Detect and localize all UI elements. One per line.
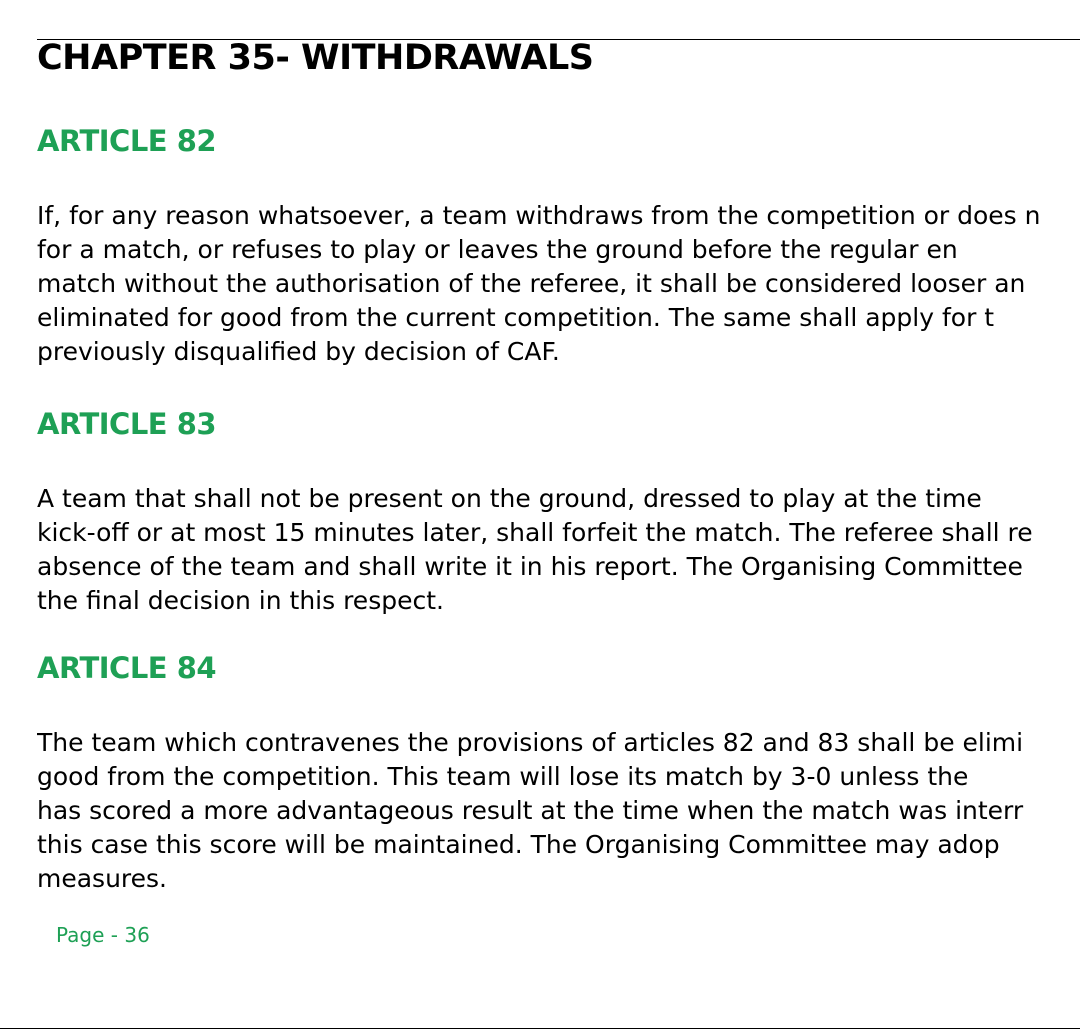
article-82-line: for a match, or refuses to play or leaves the ground before the regular en xyxy=(37,235,958,264)
article-82-line: match without the authorisation of the referee, it shall be considered looser an xyxy=(37,269,1026,298)
article-82-line: previously disqualified by decision of CAF. xyxy=(37,337,560,366)
article-84-body xyxy=(37,726,1080,896)
article-82-line: If, for any reason whatsoever, a team withdraws from the competition or does n xyxy=(37,201,1041,230)
article-84-heading: ARTICLE 84 xyxy=(37,651,217,685)
article-84-line: The team which contravenes the provisions of articles 82 and 83 shall be elimi xyxy=(37,728,1024,757)
article-84-line: has scored a more advantageous result at the time when the match was interr xyxy=(37,796,1024,825)
article-82-heading: ARTICLE 82 xyxy=(37,124,217,158)
article-84-line: measures. xyxy=(37,864,168,893)
article-84-line: good from the competition. This team will lose its match by 3-0 unless the xyxy=(37,762,969,791)
article-83-heading: ARTICLE 83 xyxy=(37,407,217,441)
page-number: Page - 36 xyxy=(56,923,150,947)
article-83-line: the final decision in this respect. xyxy=(37,586,444,615)
article-82-line: eliminated for good from the current competition. The same shall apply for t xyxy=(37,303,995,332)
article-83-body xyxy=(37,482,1080,618)
article-83-line: absence of the team and shall write it in his report. The Organising Committee xyxy=(37,552,1023,581)
bottom-rule xyxy=(0,1028,1080,1029)
article-83-line: A team that shall not be present on the ground, dressed to play at the time xyxy=(37,484,982,513)
article-82-body xyxy=(37,199,1080,369)
article-83-line: kick-off or at most 15 minutes later, shall forfeit the match. The referee shall re xyxy=(37,518,1033,547)
chapter-title: CHAPTER 35- WITHDRAWALS xyxy=(37,38,594,78)
article-84-line: this case this score will be maintained. The Organising Committee may adop xyxy=(37,830,1000,859)
